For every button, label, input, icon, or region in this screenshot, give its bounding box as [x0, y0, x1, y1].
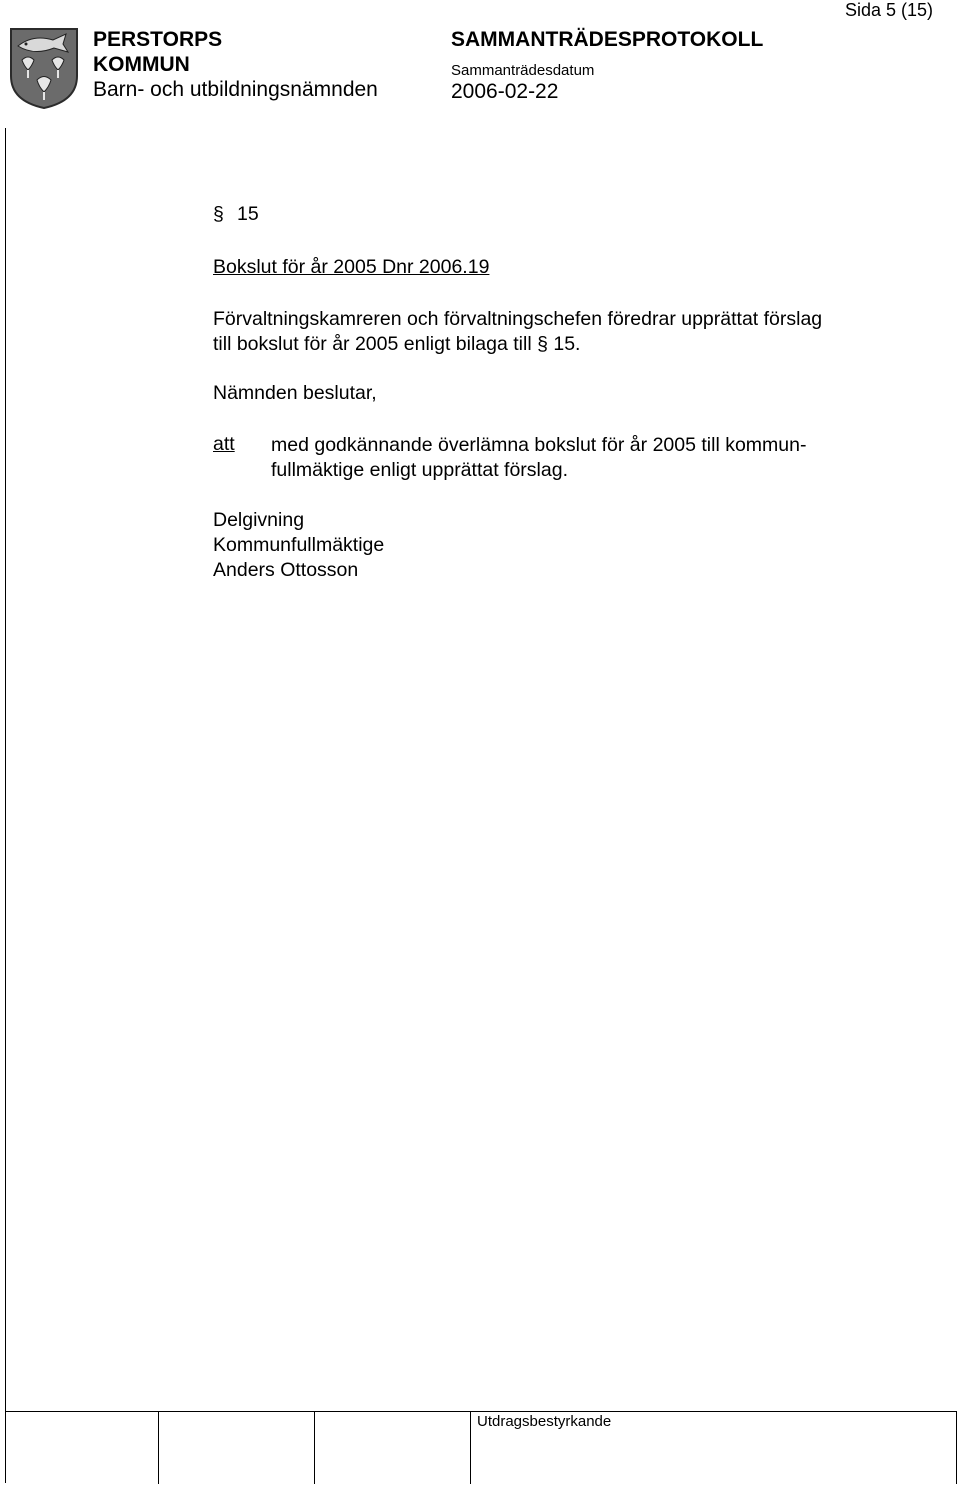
decision-line: med godkännande överlämna bokslut för år 2005 till kommun-	[271, 434, 807, 456]
delivery-block	[213, 508, 384, 583]
organization-name-line2: KOMMUN	[93, 53, 190, 76]
organization-name: PERSTORPS	[93, 28, 223, 51]
left-margin-rule	[5, 128, 6, 1483]
paragraph-line: till bokslut för år 2005 enligt bilaga till § 15.	[213, 333, 581, 355]
footer-table-right-rule	[956, 1412, 957, 1484]
department-name: Barn- och utbildningsnämnden	[93, 78, 378, 101]
section-number-value: 15	[237, 203, 259, 225]
footer-table-top-rule	[5, 1411, 957, 1412]
decision-intro: Nämnden beslutar,	[213, 382, 377, 404]
page-number: Sida 5 (15)	[845, 0, 934, 20]
footer-signature-cell-divider	[158, 1411, 159, 1484]
municipal-coat-of-arms-icon	[8, 26, 80, 110]
footer-signature-cell-divider	[314, 1411, 315, 1484]
meeting-date: 2006-02-22	[451, 80, 559, 103]
document-title: SAMMANTRÄDESPROTOKOLL	[451, 28, 764, 51]
body-paragraph	[213, 307, 913, 357]
delivery-heading: Delgivning	[213, 509, 305, 531]
delivery-recipient: Anders Ottosson	[213, 559, 359, 581]
meeting-date-label: Sammanträdesdatum	[451, 62, 595, 79]
decision-line: fullmäktige enligt upprättat förslag.	[271, 459, 568, 481]
certification-label: Utdragsbestyrkande	[477, 1413, 612, 1430]
paragraph-line: Förvaltningskamreren och förvaltningschefen föredrar upprättat förslag	[213, 308, 823, 330]
footer-signature-cell-divider	[470, 1411, 471, 1484]
section-number	[213, 203, 259, 226]
section-heading: Bokslut för år 2005 Dnr 2006.19	[213, 256, 490, 278]
delivery-recipient: Kommunfullmäktige	[213, 534, 385, 556]
section-sign: §	[213, 203, 224, 225]
decision-text	[271, 433, 911, 483]
decision-marker: att	[213, 433, 235, 455]
